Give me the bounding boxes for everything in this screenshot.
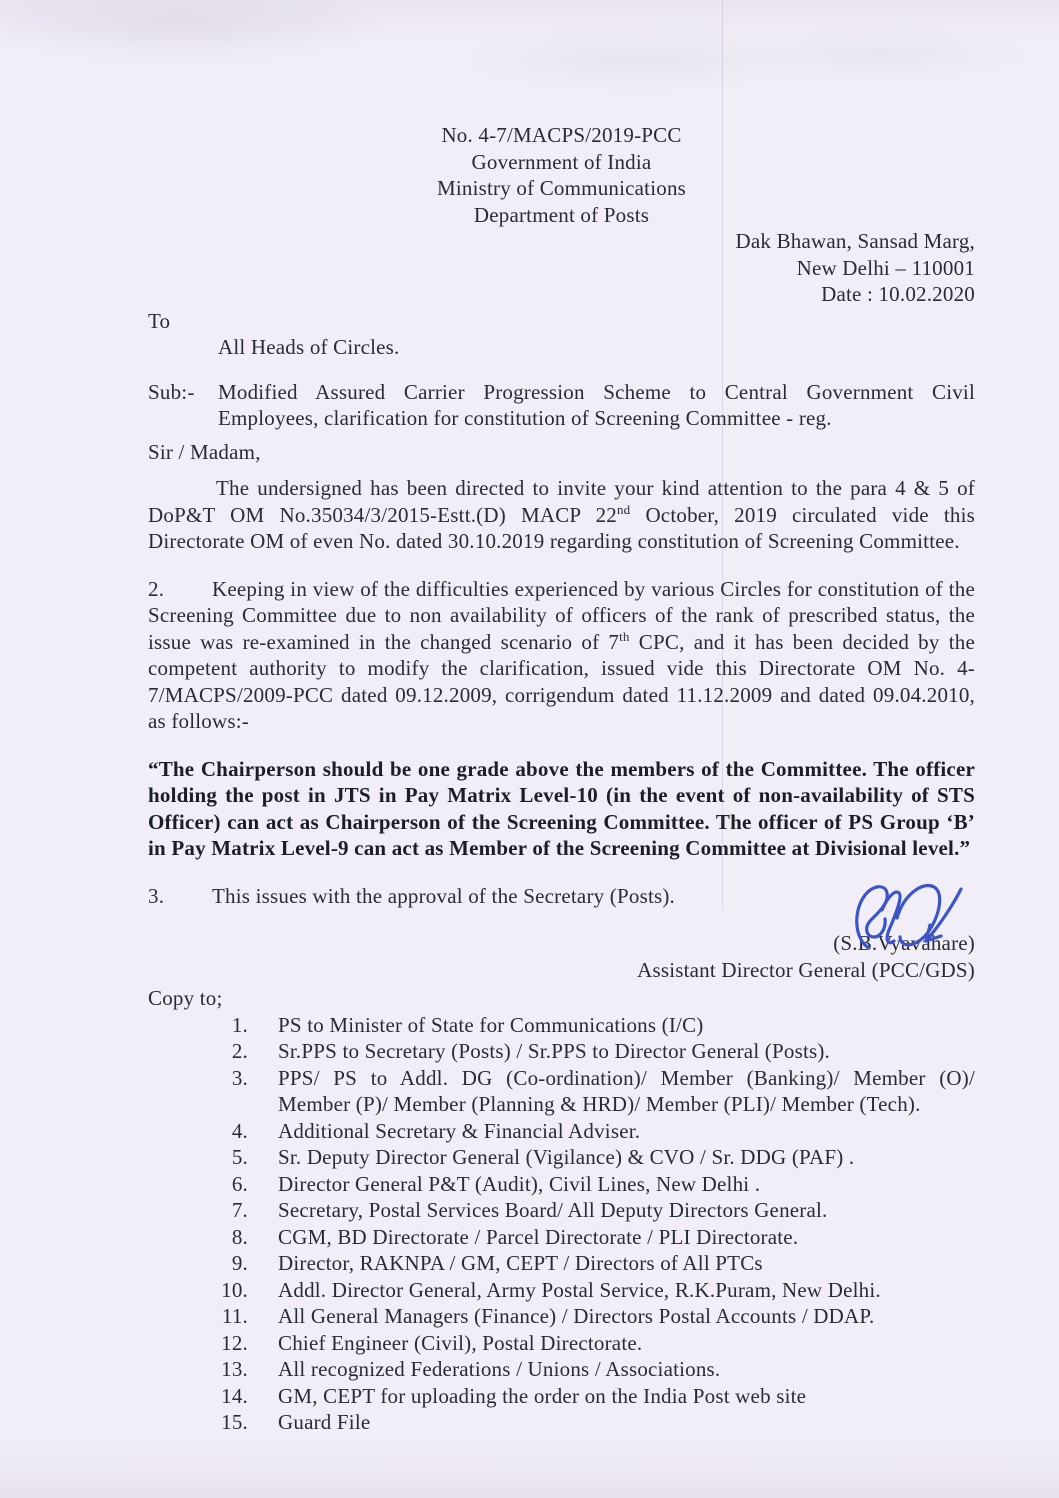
copy-to-item-number: 3. [231, 1065, 248, 1090]
copy-to-item [148, 1383, 975, 1410]
copy-to-item [148, 1118, 975, 1145]
copy-to-item-number: 1. [231, 1012, 248, 1037]
subject-text: Modified Assured Carrier Progression Scheme to Central Government Civil Employees, clarification for constitution of Screening Committee - reg. [218, 379, 975, 430]
copy-to-item-number: 10. [221, 1277, 248, 1302]
paragraph-3-text: This issues with the approval of the Secretary (Posts). [212, 883, 675, 908]
copy-to-item [148, 1303, 975, 1330]
paragraph-1-text-a: The undersigned has been directed to invite your kind attention to the para 4 & 5 of DoP&T OM No.35034/3/2015-Estt.(D) MACP 22 [148, 476, 975, 527]
reference-number: No. 4-7/MACPS/2019-PCC [441, 123, 682, 147]
paragraph-2 [148, 576, 975, 735]
signatory-title: Assistant Director General (PCC/GDS) [637, 957, 975, 982]
paragraph-2-number: 2. [148, 576, 165, 601]
copy-to-item-text: Additional Secretary & Financial Adviser. [278, 1118, 641, 1143]
copy-to-item-text: Secretary, Postal Services Board/ All Deputy Directors General. [278, 1198, 828, 1222]
quoted-clarification: “The Chairperson should be one grade above the members of the Committee. The officer holding the post in JTS in Pay Matrix Level-10 (in the event of non-availability of STS Officer) can act as Chairperson of the Screening Committee. The officer of PS Group ‘B’ in Pay Matrix Level-9 can act as Member of the Screening Committee at Divisional level.” [148, 756, 975, 860]
paragraph-1 [148, 475, 975, 555]
copy-to-item [148, 1330, 975, 1357]
copy-to-item-number: 4. [231, 1118, 248, 1143]
to-label: To [148, 308, 171, 333]
copy-to-item [148, 1409, 975, 1436]
copy-to-item [148, 1250, 975, 1277]
copy-to-item-text: Sr.PPS to Secretary (Posts) / Sr.PPS to Director General (Posts). [278, 1039, 830, 1063]
letter-date: Date : 10.02.2020 [821, 282, 975, 306]
signatory-name: (S.B.Vyavahare) [833, 931, 975, 955]
paragraph-1-text-b: October, 2019 circulated vide this Directorate OM of even No. dated 30.10.2019 regarding constitution of Screening Committee. [148, 502, 975, 553]
copy-to-list [148, 1012, 975, 1436]
salutation: Sir / Madam, [148, 439, 261, 464]
copy-to-item-number: 8. [231, 1224, 248, 1249]
org-line-department: Department of Posts [473, 202, 650, 227]
copy-to-item-text: Director, RAKNPA / GM, CEPT / Directors of All PTCs [278, 1251, 763, 1275]
copy-to-item-number: 12. [221, 1330, 248, 1355]
copy-to-item-number: 11. [221, 1304, 248, 1328]
org-line-government: Government of India [471, 149, 652, 174]
copy-to-item-text: Chief Engineer (Civil), Postal Directorate. [278, 1330, 643, 1355]
copy-to-item-text: Director General P&T (Audit), Civil Lines, New Delhi . [278, 1171, 761, 1196]
copy-to-item-text: PS to Minister of State for Communications (I/C) [278, 1012, 704, 1037]
copy-to-item-number: 5. [231, 1145, 248, 1169]
copy-to-item-number: 7. [231, 1198, 248, 1222]
copy-to-item [148, 1012, 975, 1039]
paragraph-2-text-a: Keeping in view of the difficulties experienced by various Circles for constitution of the Screening Committee due to non availability of officers of the rank of prescribed status, the issue was re-examined in the changed scenario of 7 [148, 576, 975, 654]
copy-to-item-number: 2. [231, 1039, 248, 1063]
origin-address-line1: Dak Bhawan, Sansad Marg, [735, 229, 975, 253]
copy-to-item [148, 1171, 975, 1198]
paragraph-3-number: 3. [148, 883, 165, 908]
signature-scribble [835, 876, 985, 968]
copy-to-item [148, 1065, 975, 1118]
scan-fold-line [722, 0, 723, 910]
org-line-ministry: Ministry of Communications [436, 176, 687, 200]
copy-to-item [148, 1277, 975, 1304]
copy-to-item-number: 6. [231, 1171, 248, 1196]
copy-to-item-text: CGM, BD Directorate / Parcel Directorate / PLI Directorate. [278, 1224, 799, 1249]
copy-to-item [148, 1224, 975, 1251]
paragraph-2-superscript: th [619, 628, 630, 644]
copy-to-item-text: Guard File [278, 1410, 371, 1434]
copy-to-item-text: All General Managers (Finance) / Directors Postal Accounts / DDAP. [278, 1304, 875, 1328]
copy-to-item-number: 9. [231, 1251, 248, 1275]
subject-label: Sub:- [148, 379, 195, 404]
copy-to-item-text: Addl. Director General, Army Postal Service, R.K.Puram, New Delhi. [278, 1277, 881, 1302]
copy-to-item [148, 1197, 975, 1224]
copy-to-item [148, 1144, 975, 1171]
paragraph-1-superscript: nd [616, 501, 631, 517]
subject-block [148, 379, 975, 432]
origin-address-line2: New Delhi – 110001 [796, 255, 975, 280]
paragraph-2-text-b: CPC, and it has been decided by the competent authority to modify the clarification, issued vide this Directorate OM No. 4-7/MACPS/2009-PCC dated 09.12.2009, corrigendum dated 11.12.2009 and dated 09.04.2010, as follows:- [148, 629, 975, 733]
copy-to-item-number: 15. [221, 1410, 248, 1434]
copy-to-item-text: All recognized Federations / Unions / Associations. [278, 1357, 721, 1381]
origin-address-block [148, 228, 975, 308]
copy-to-item-text: PPS/ PS to Addl. DG (Co-ordination)/ Member (Banking)/ Member (O)/ Member (P)/ Member (Planning & HRD)/ Member (PLI)/ Member (Tech). [278, 1065, 975, 1116]
copy-to-item-text: Sr. Deputy Director General (Vigilance) & CVO / Sr. DDG (PAF) . [278, 1145, 855, 1169]
copy-to-item [148, 1038, 975, 1065]
copy-to-item-number: 14. [221, 1383, 248, 1408]
copy-to-item-number: 13. [221, 1357, 248, 1381]
copy-to-item [148, 1356, 975, 1383]
copy-to-label: Copy to; [148, 986, 223, 1010]
recipient-line: All Heads of Circles. [218, 335, 400, 359]
letter-header [148, 122, 975, 228]
copy-to-item-text: GM, CEPT for uploading the order on the India Post web site [278, 1383, 807, 1408]
